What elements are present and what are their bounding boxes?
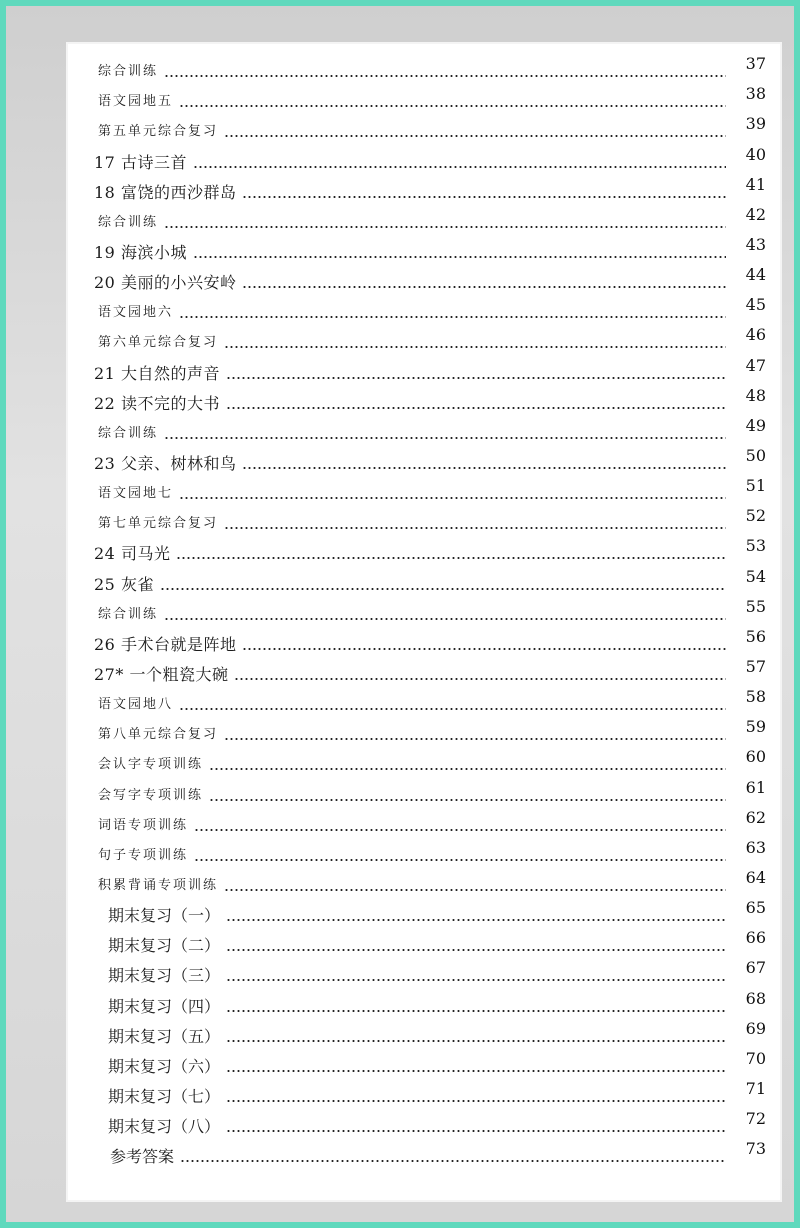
toc-entry-title: 会写字专项训练 bbox=[98, 787, 204, 803]
toc-entry[interactable] bbox=[94, 596, 766, 626]
toc-entry[interactable] bbox=[94, 1048, 766, 1078]
dot-leader bbox=[224, 135, 726, 137]
toc-entry-title: 语文园地七 bbox=[98, 486, 174, 502]
toc-entry-title: 期末复习（三） bbox=[108, 966, 221, 986]
toc-entry-title: 18 富饶的西沙群岛 bbox=[94, 182, 237, 202]
dot-leader bbox=[226, 919, 726, 921]
toc-entry[interactable] bbox=[94, 987, 766, 1017]
toc-entry[interactable] bbox=[94, 475, 766, 505]
dot-leader bbox=[179, 105, 726, 107]
toc-entry-title: 第五单元综合复习 bbox=[98, 124, 219, 140]
toc-entry-page-number: 60 bbox=[745, 747, 766, 767]
toc-entry-title: 期末复习（四） bbox=[108, 996, 221, 1016]
toc-entry[interactable] bbox=[94, 505, 766, 535]
dot-leader bbox=[224, 738, 726, 740]
toc-entry-title: 综合训练 bbox=[98, 214, 159, 230]
dot-leader bbox=[226, 979, 726, 981]
dot-leader bbox=[179, 316, 726, 318]
toc-entry-page-number: 45 bbox=[745, 295, 766, 315]
toc-entry[interactable] bbox=[94, 354, 766, 384]
toc-entry-title: 综合训练 bbox=[98, 425, 159, 441]
toc-entry[interactable] bbox=[94, 656, 766, 686]
toc-entry[interactable] bbox=[94, 385, 766, 415]
toc-entry-title: 语文园地五 bbox=[98, 94, 174, 110]
dot-leader bbox=[194, 859, 726, 861]
toc-entry-title: 25 灰雀 bbox=[94, 574, 154, 594]
dot-leader bbox=[194, 829, 726, 831]
dot-leader bbox=[234, 678, 726, 680]
toc-entry[interactable] bbox=[94, 415, 766, 445]
toc-entry-page-number: 50 bbox=[745, 445, 766, 465]
toc-entry-page-number: 52 bbox=[745, 506, 766, 526]
toc-entry-title: 27* 一个粗瓷大碗 bbox=[94, 664, 229, 684]
dot-leader bbox=[180, 1160, 726, 1162]
toc-entry[interactable] bbox=[94, 1138, 766, 1168]
toc-entry[interactable] bbox=[94, 445, 766, 475]
toc-entry-page-number: 57 bbox=[745, 656, 766, 676]
toc-entry[interactable] bbox=[94, 746, 766, 776]
toc-entry[interactable] bbox=[94, 837, 766, 867]
toc-entry-title: 综合训练 bbox=[98, 606, 159, 622]
dot-leader bbox=[226, 407, 726, 409]
toc-entry-title: 第八单元综合复习 bbox=[98, 727, 219, 743]
dot-leader bbox=[224, 527, 726, 529]
toc-entry-page-number: 53 bbox=[745, 536, 766, 556]
toc-entry[interactable] bbox=[94, 535, 766, 565]
toc-entry-page-number: 38 bbox=[745, 84, 766, 104]
dot-leader bbox=[164, 75, 726, 77]
toc-entry[interactable] bbox=[94, 626, 766, 656]
toc-entry[interactable] bbox=[94, 143, 766, 173]
dot-leader bbox=[164, 618, 726, 620]
toc-entry[interactable] bbox=[94, 53, 766, 83]
toc-entry-title: 19 海滨小城 bbox=[94, 242, 187, 262]
toc-entry-page-number: 43 bbox=[745, 234, 766, 254]
dot-leader bbox=[176, 557, 726, 559]
toc-entry-page-number: 41 bbox=[745, 174, 766, 194]
dot-leader bbox=[226, 1040, 726, 1042]
toc-entry[interactable] bbox=[94, 83, 766, 113]
toc-entry-title: 参考答案 bbox=[110, 1147, 175, 1167]
toc-entry[interactable] bbox=[94, 897, 766, 927]
toc-entry-title: 第七单元综合复习 bbox=[98, 516, 219, 532]
dot-leader bbox=[242, 286, 726, 288]
toc-entry-page-number: 55 bbox=[745, 596, 766, 616]
toc-entry-page-number: 62 bbox=[745, 807, 766, 827]
toc-entry-title: 会认字专项训练 bbox=[98, 757, 204, 773]
toc-entry-title: 语文园地六 bbox=[98, 305, 174, 321]
toc-entry[interactable] bbox=[94, 1078, 766, 1108]
dot-leader bbox=[179, 708, 726, 710]
dot-leader bbox=[242, 467, 726, 469]
toc-entry[interactable] bbox=[94, 264, 766, 294]
dot-leader bbox=[226, 1130, 726, 1132]
toc-entry-title: 21 大自然的声音 bbox=[94, 363, 220, 383]
dot-leader bbox=[164, 437, 726, 439]
toc-entry-page-number: 69 bbox=[745, 1018, 766, 1038]
toc-entry[interactable] bbox=[94, 1018, 766, 1048]
toc-entry-title: 语文园地八 bbox=[98, 697, 174, 713]
dot-leader bbox=[193, 166, 726, 168]
toc-entry-page-number: 65 bbox=[745, 898, 766, 918]
dot-leader bbox=[160, 588, 726, 590]
toc-entry-page-number: 63 bbox=[745, 837, 766, 857]
toc-entry-title: 期末复习（六） bbox=[108, 1056, 221, 1076]
toc-entry-page-number: 48 bbox=[745, 385, 766, 405]
toc-entry-page-number: 49 bbox=[745, 415, 766, 435]
dot-leader bbox=[209, 768, 726, 770]
toc-entry-title: 22 读不完的大书 bbox=[94, 393, 220, 413]
dot-leader bbox=[164, 226, 726, 228]
toc-entry-page-number: 44 bbox=[745, 265, 766, 285]
toc-entry[interactable] bbox=[94, 174, 766, 204]
toc-entry-title: 句子专项训练 bbox=[98, 847, 189, 863]
toc-entry-page-number: 68 bbox=[745, 988, 766, 1008]
toc-entry-title: 词语专项训练 bbox=[98, 817, 189, 833]
toc-entry[interactable] bbox=[94, 113, 766, 143]
toc-entry-page-number: 61 bbox=[745, 777, 766, 797]
toc-entry-title: 17 古诗三首 bbox=[94, 152, 187, 172]
toc-entry-page-number: 67 bbox=[745, 958, 766, 978]
toc-entry-page-number: 58 bbox=[745, 687, 766, 707]
toc-entry-title: 期末复习（一） bbox=[108, 906, 221, 926]
toc-entry-title: 积累背诵专项训练 bbox=[98, 877, 219, 893]
toc-entry-title: 第六单元综合复习 bbox=[98, 335, 219, 351]
toc-entry[interactable] bbox=[94, 807, 766, 837]
toc-entry-page-number: 46 bbox=[745, 325, 766, 345]
toc-entry-page-number: 72 bbox=[745, 1109, 766, 1129]
dot-leader bbox=[226, 1010, 726, 1012]
toc-entry[interactable] bbox=[94, 957, 766, 987]
toc-entry-title: 期末复习（七） bbox=[108, 1086, 221, 1106]
toc-entry-page-number: 47 bbox=[745, 355, 766, 375]
toc-entry-page-number: 37 bbox=[745, 54, 766, 74]
toc-entry-title: 综合训练 bbox=[98, 64, 159, 80]
dot-leader bbox=[226, 377, 726, 379]
toc-entry-page-number: 42 bbox=[745, 204, 766, 224]
toc-entry[interactable] bbox=[94, 565, 766, 595]
toc-entry-page-number: 51 bbox=[745, 476, 766, 496]
toc-entry-page-number: 64 bbox=[745, 867, 766, 887]
dot-leader bbox=[242, 648, 726, 650]
toc-entry[interactable] bbox=[94, 716, 766, 746]
toc-entry[interactable] bbox=[94, 776, 766, 806]
toc-entry-title: 期末复习（五） bbox=[108, 1026, 221, 1046]
dot-leader bbox=[179, 497, 726, 499]
toc-entry-page-number: 40 bbox=[745, 144, 766, 164]
toc-entry[interactable] bbox=[94, 234, 766, 264]
toc-entry-page-number: 39 bbox=[745, 114, 766, 134]
toc-entry[interactable] bbox=[94, 1108, 766, 1138]
dot-leader bbox=[224, 346, 726, 348]
toc-entry[interactable] bbox=[94, 204, 766, 234]
toc-entry-title: 期末复习（二） bbox=[108, 936, 221, 956]
dot-leader bbox=[226, 1070, 726, 1072]
toc-entry[interactable] bbox=[94, 686, 766, 716]
dot-leader bbox=[226, 949, 726, 951]
toc-entry-page-number: 73 bbox=[745, 1139, 766, 1159]
toc-entry[interactable] bbox=[94, 927, 766, 957]
toc-entry[interactable] bbox=[94, 867, 766, 897]
toc-entry-page-number: 54 bbox=[745, 566, 766, 586]
toc-entry-page-number: 59 bbox=[745, 717, 766, 737]
toc-entry-page-number: 71 bbox=[745, 1078, 766, 1098]
toc-entry[interactable] bbox=[94, 324, 766, 354]
dot-leader bbox=[224, 889, 726, 891]
toc-entry-page-number: 70 bbox=[745, 1048, 766, 1068]
dot-leader bbox=[193, 256, 726, 258]
toc-entry-title: 24 司马光 bbox=[94, 544, 171, 564]
table-of-contents bbox=[94, 53, 766, 1168]
toc-entry-title: 期末复习（八） bbox=[108, 1117, 221, 1137]
dot-leader bbox=[209, 799, 726, 801]
dot-leader bbox=[226, 1100, 726, 1102]
toc-entry[interactable] bbox=[94, 294, 766, 324]
toc-entry-title: 23 父亲、树林和鸟 bbox=[94, 453, 237, 473]
toc-entry-page-number: 66 bbox=[745, 928, 766, 948]
toc-entry-page-number: 56 bbox=[745, 626, 766, 646]
dot-leader bbox=[242, 196, 726, 198]
toc-entry-title: 26 手术台就是阵地 bbox=[94, 634, 237, 654]
toc-entry-title: 20 美丽的小兴安岭 bbox=[94, 273, 237, 293]
